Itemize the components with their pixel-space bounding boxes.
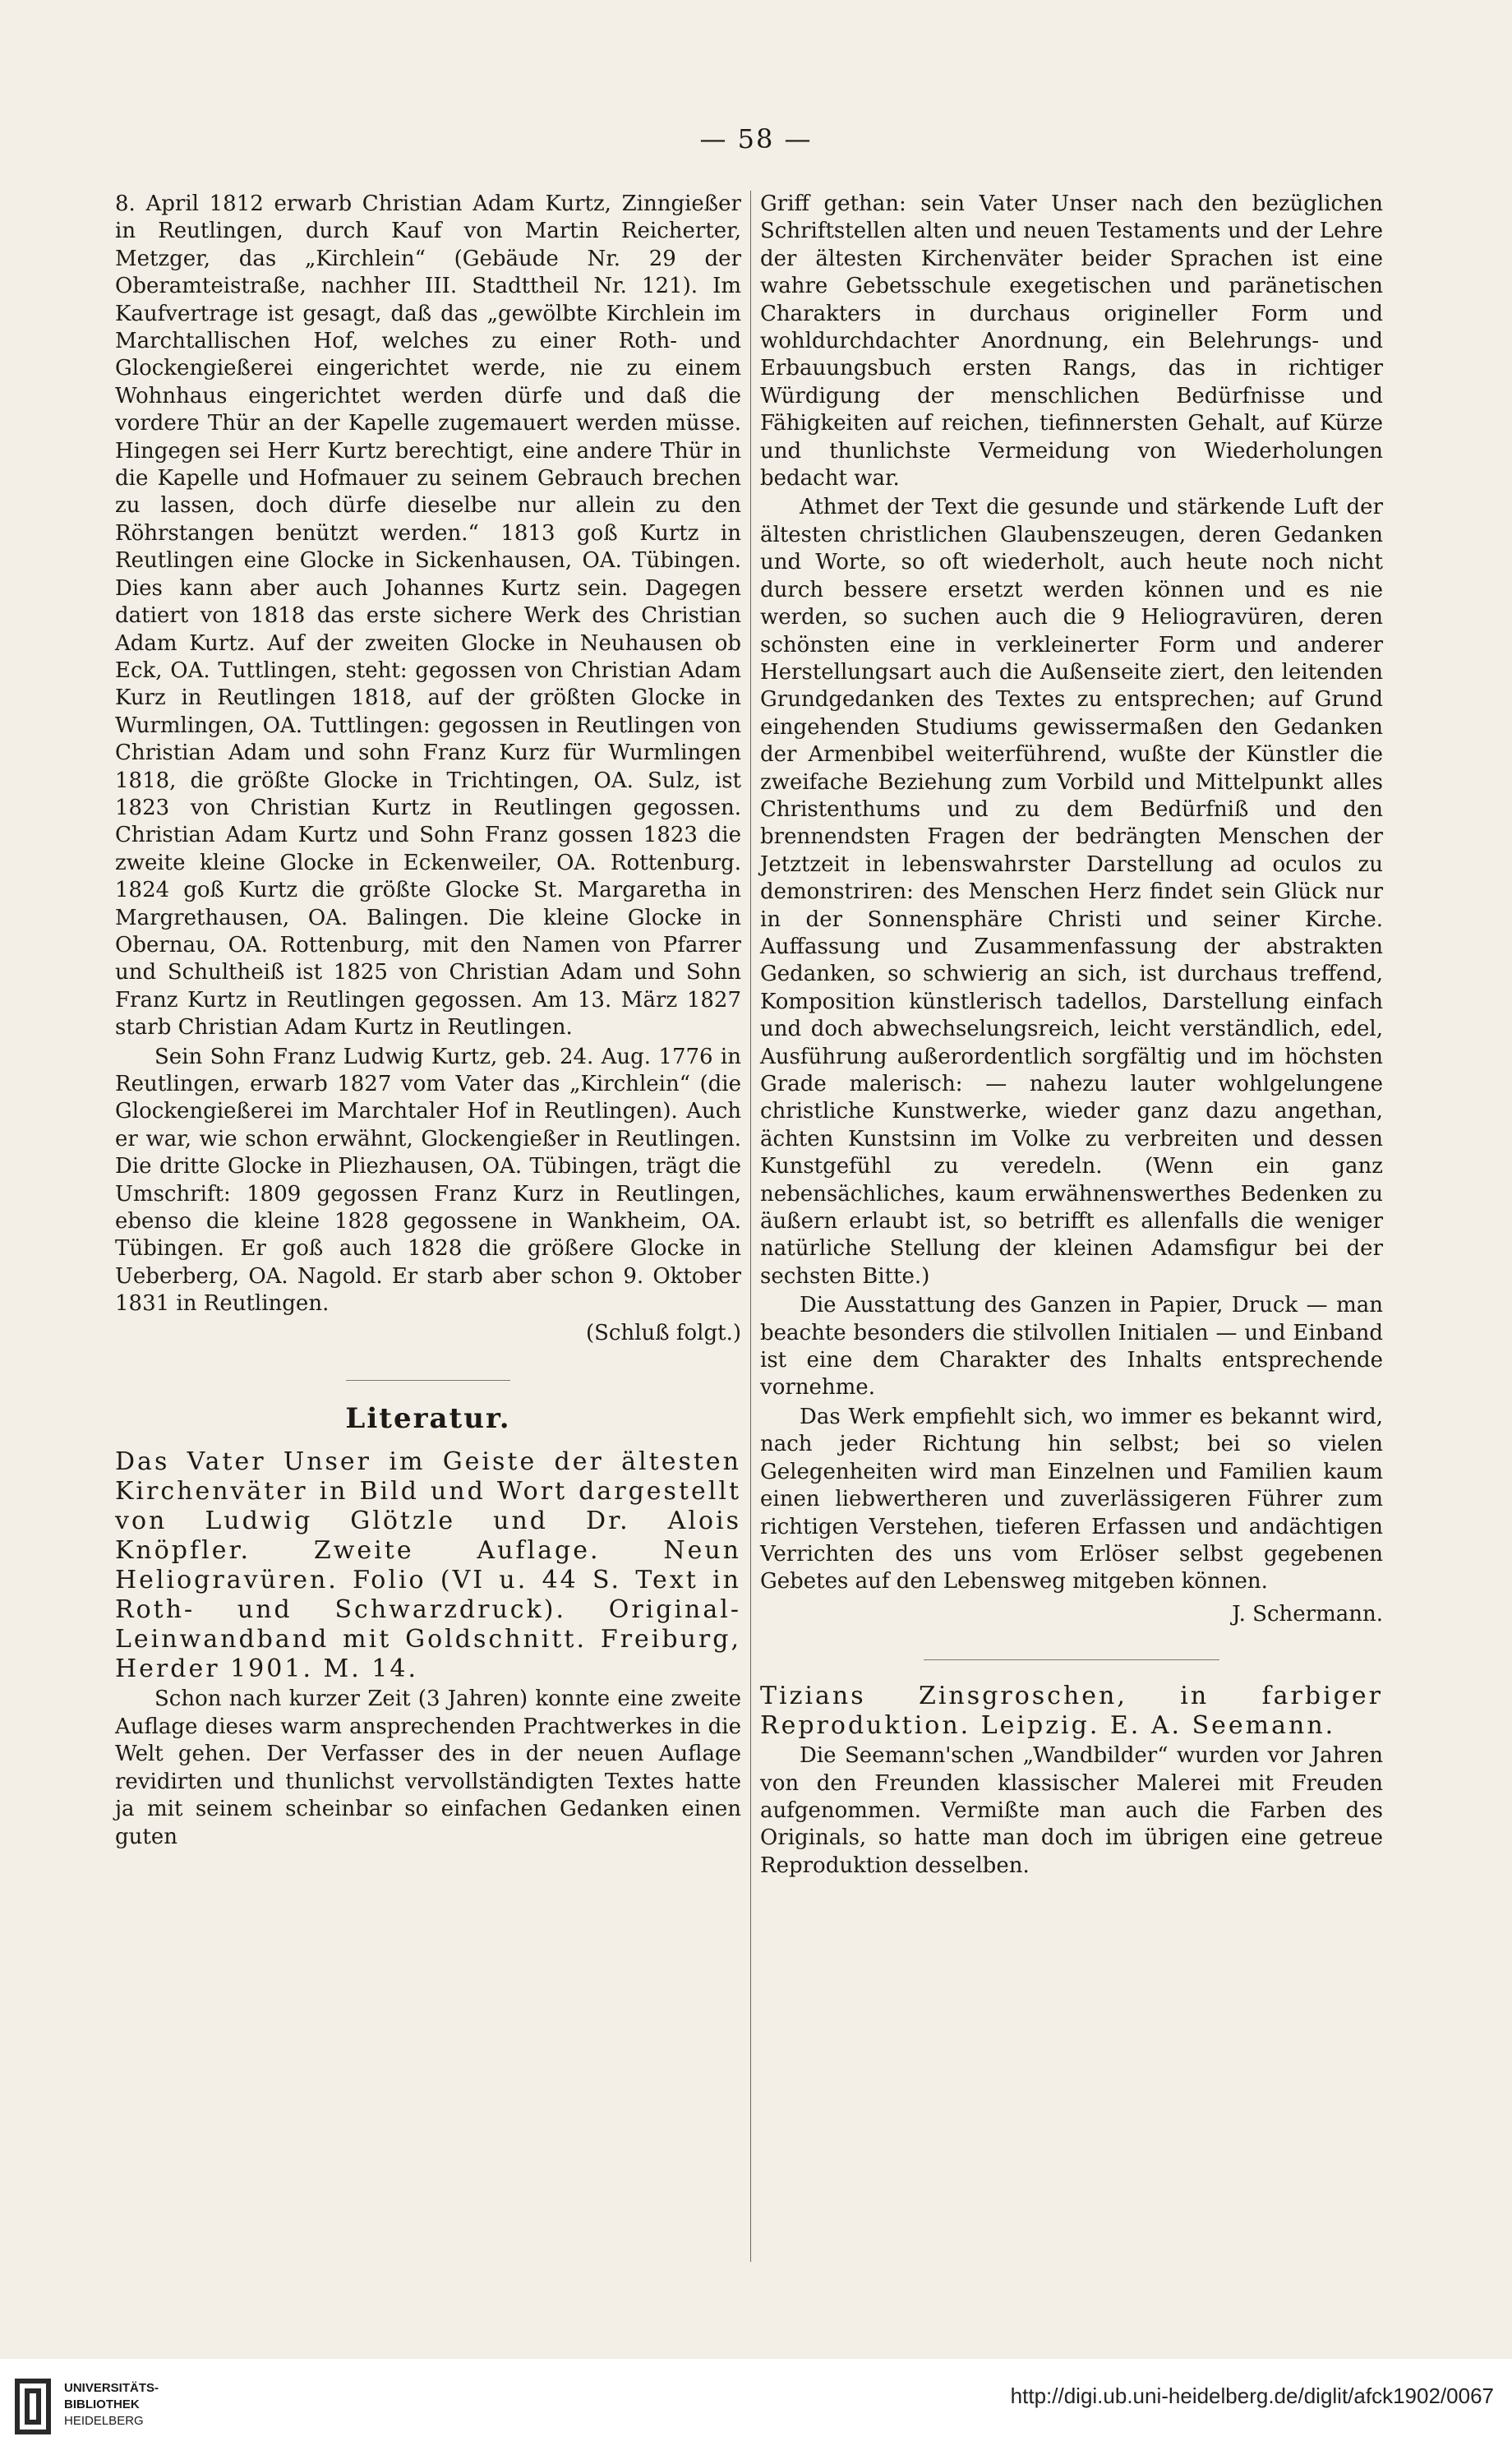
- left-column: [115, 191, 741, 1853]
- paragraph: 8. April 1812 erwarb Christian Adam Kurtz, Zinngießer in Reutlingen, durch Kauf von Martin Reicherter, Metzger, das „Kirchlein“ (Gebäude Nr. 29 der Oberamteistraße, nachher III. Stadttheil Nr. 121). Im Kaufvertrage ist gesagt, daß das „gewölbte Kirchlein im Marchtallischen Hof, welches zu einer Roth- und Glockengießerei eingerichtet werde, nie zu einem Wohnhaus eingerichtet werden dürfe und daß die vordere Thür an der Kapelle zugemauert werden müsse. Hingegen sei Herr Kurtz berechtigt, eine andere Thür in die Kapelle und Hofmauer zu seinem Gebrauch brechen zu lassen, doch dürfe dieselbe nur allein zu den Röhrstangen benützt werden.“ 1813 goß Kurtz in Reutlingen eine Glocke in Sickenhausen, OA. Tübingen. Dies kann aber auch Johannes Kurtz sein. Dagegen datiert von 1818 das erste sichere Werk des Christian Adam Kurtz. Auf der zweiten Glocke in Neuhausen ob Eck, OA. Tuttlingen, steht: gegossen von Christian Adam Kurz in Reutlingen 1818, auf der größten Glocke in Wurmlingen, OA. Tuttlingen: gegossen in Reutlingen von Christian Adam und sohn Franz Kurz für Wurmlingen 1818, die größte Glocke in Trichtingen, OA. Sulz, ist 1823 von Christian Kurtz in Reutlingen gegossen. Christian Adam Kurtz und Sohn Franz gossen 1823 die zweite kleine Glocke in Eckenweiler, OA. Rottenburg. 1824 goß Kurtz die größte Glocke St. Margaretha in Margrethausen, OA. Balingen. Die kleine Glocke in Obernau, OA. Rottenburg, mit den Namen von Pfarrer und Schultheiß ist 1825 von Christian Adam und Sohn Franz Kurtz in Reutlingen gegossen. Am 13. März 1827 starb Christian Adam Kurtz in Reutlingen.: [115, 192, 741, 1041]
- institution-line: BIBLIOTHEK: [64, 2397, 140, 2411]
- paragraph: Die Ausstattung des Ganzen in Papier, Druck — man beachte besonders die stilvollen Initialen — und Einband ist eine dem Charakter des Inhalts entsprechende vornehme.: [760, 1293, 1383, 1401]
- book-title: Das Vater Unser im Geiste der ältesten Kirchenväter in Bild und Wort dargestellt von Ludwig Glötzle und Dr. Alois Knöpfler. Zweite Auflage. Neun Heliogravüren. Folio (VI u. 44 S. Text in Roth- und Schwarzdruck). Original-Leinwandband mit Goldschnitt. Freiburg, Herder 1901. M. 14.: [115, 1447, 741, 1684]
- signature: J. Schermann.: [1232, 1601, 1383, 1627]
- second-review-paragraph: Die Seemann'schen „Wandbilder“ wurden vor Jahren von den Freunden klassischer Malerei mit Freuden aufgenommen. Vermißte man auch die Farben des Originals, so hatte man doch im übrigen eine getreue Reproduktion desselben.: [760, 1743, 1383, 1878]
- institution-name: [64, 2380, 159, 2430]
- literature-heading: Literatur.: [345, 1402, 511, 1436]
- paragraph: Griff gethan: sein Vater Unser nach den bezüglichen Schriftstellen alten und neuen Testaments und der Lehre der ältesten Kirchenväter beider Sprachen ist eine wahre Gebetsschule exegetischen und paränetischen Charakters in durchaus origineller Form und wohldurchdachter Anordnung, ein Belehrungs- und Erbauungsbuch ersten Rangs, das in richtiger Würdigung der menschlichen Bedürfnisse und Fähigkeiten auf reichen, tiefinnersten Gehalt, auf Kürze und thunlichste Vermeidung von Wiederholungen bedacht war.: [760, 192, 1383, 491]
- source-url-link[interactable]: http://digi.ub.uni-heidelberg.de/diglit/afck1902/0067: [1010, 2383, 1494, 2408]
- paragraph: Athmet der Text die gesunde und stärkende Luft der ältesten christlichen Glaubenszeugen, deren Gedanken und Worte, so oft wiederholt, auch heute noch nicht durch bessere ersetzt werden können und es nie werden, so suchen auch die 9 Heliogravüren, deren schönsten eine in verkleinerter Form und anderer Herstellungsart auch die Außenseite ziert, den leitenden Grundgedanken des Textes zu entsprechen; auf Grund eingehenden Studiums gewissermaßen den Gedanken der Armenbibel weiterführend, wußte der Künstler die zweifache Beziehung zum Vorbild und Mittelpunkt alles Christenthums und zu dem Bedürfniß und den brennendsten Fragen der bedrängten Menschen der Jetztzeit in lebenswahrster Darstellung ad oculos zu demonstriren: des Menschen Herz findet sein Glück nur in der Sonnensphäre Christi und seiner Kirche. Auffassung und Zusammenfassung der abstrakten Gedanken, so schwierig an sich, ist durchaus treffend, Komposition künstlerisch tadellos, Darstellung einfach und doch abwechselungsreich, leicht verständlich, edel, Ausführung außerordentlich sorgfältig und im höchsten Grade malerisch: — nahezu lauter wohlgelungene christliche Kunstwerke, wieder ganz dazu angethan, ächten Kunstsinn im Volke zu verbreiten und dessen Kunstgefühl zu veredeln. (Wenn ein ganz nebensächliches, kaum erwähnenswerthes Bedenken zu äußern erlaubt ist, so betrifft es allenfalls die weniger natürliche Stellung der kleinen Adamsfigur bei der sechsten Bitte.): [760, 495, 1383, 1289]
- institution-line: HEIDELBERG: [64, 2414, 144, 2428]
- second-book-title: Tizians Zinsgroschen, in farbiger Reproduktion. Leipzig. E. A. Seemann.: [760, 1682, 1383, 1741]
- library-logo-icon: [8, 2374, 58, 2439]
- institution-line: UNIVERSITÄTS-: [64, 2381, 159, 2395]
- paragraph: Das Werk empfiehlt sich, wo immer es bekannt wird, nach jeder Richtung hin selbst; bei so vielen Gelegenheiten wird man Einzelnen und Familien kaum einen liebwertheren und zuverlässigeren Führer zum richtigen Verstehen, tieferen Erfassen und andächtigen Verrichten des uns vom Erlöser selbst gegebenen Gebetes auf den Lebensweg mitgeben können.: [760, 1404, 1383, 1594]
- review-paragraph: Schon nach kurzer Zeit (3 Jahren) konnte eine zweite Auflage dieses warm ansprechenden Prachtwerkes in die Welt gehen. Der Verfasser des in der neuen Auflage revidirten und thunlichst vervollständigten Textes hatte ja mit seinem scheinbar so einfachen Gedanken einen guten: [115, 1687, 741, 1849]
- paragraph: Sein Sohn Franz Ludwig Kurtz, geb. 24. Aug. 1776 in Reutlingen, erwarb 1827 vom Vater das „Kirchlein“ (die Glockengießerei im Marchtaler Hof in Reutlingen). Auch er war, wie schon erwähnt, Glockengießer in Reutlingen. Die dritte Glocke in Pliezhausen, OA. Tübingen, trägt die Umschrift: 1809 gegossen Franz Kurz in Reutlingen, ebenso die kleine 1828 gegossene in Wankheim, OA. Tübingen. Er goß auch 1828 die größere Glocke in Ueberberg, OA. Nagold. Er starb aber schon 9. Oktober 1831 in Reutlingen.: [115, 1044, 741, 1317]
- column-rule: [750, 191, 751, 2262]
- section-divider: [346, 1380, 510, 1381]
- continued-note: (Schluß folgt.): [585, 1320, 741, 1345]
- right-column: [760, 191, 1383, 1881]
- section-divider: [924, 1659, 1219, 1660]
- page-number: — 58 —: [699, 123, 813, 155]
